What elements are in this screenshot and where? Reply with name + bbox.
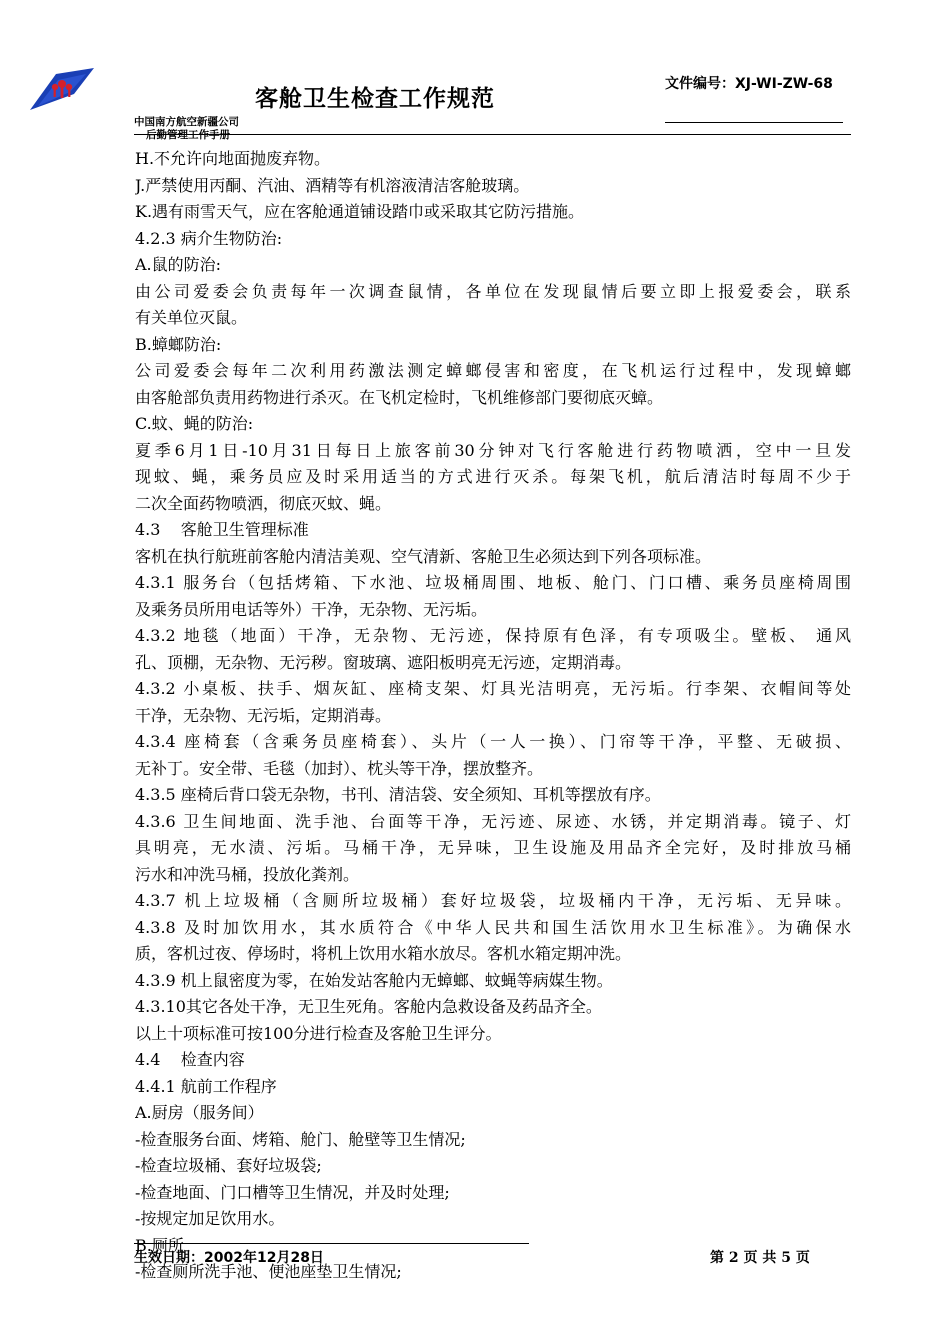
list-item: -检查厕所洗手池、便池座垫卫生情况; — [135, 1262, 402, 1281]
company-logo — [28, 66, 96, 112]
text-line: 干净，无杂物、无污垢，定期消毒。 — [135, 705, 392, 725]
text-line: J.严禁使用丙酮、汽油、酒精等有机溶液清洁客舱玻璃。 — [135, 175, 530, 195]
text-line: 公司爱委会每年二次利用药激法测定蟑螂侵害和密度，在飞机运行过程中，发现蟑螂 — [135, 361, 851, 380]
text-line: 无补丁。安全带、毛毯（加封）、枕头等干净，摆放整齐。 — [135, 758, 544, 778]
effective-date: 生效日期：2002年12月28日 — [134, 1250, 324, 1266]
text-line: 以上十项标准可按100分进行检查及客舱卫生评分。 — [135, 1023, 502, 1043]
document-body — [135, 146, 851, 1286]
text-line: 现蚊、蝇，乘务员应及时采用适当的方式进行灭杀。每架飞机，航后清洁时每周不少于 — [135, 467, 851, 486]
text-line: 4.3.4 座椅套（含乘务员座椅套）、头片（一人一换）、门帘等干净，平整、无破损、 — [135, 732, 851, 751]
list-item: -按规定加足饮用水。 — [135, 1209, 285, 1228]
text-line: 4.3.8 及时加饮用水，其水质符合《中华人民共和国生活饮用水卫生标准》。为确保水 — [135, 917, 851, 937]
section-heading: 4.3 客舱卫生管理标准 — [135, 520, 309, 539]
list-item: -检查服务台面、烤箱、舱门、舱壁等卫生情况; — [135, 1129, 466, 1149]
subsection-heading: A.鼠的防治: — [135, 255, 222, 274]
subsection-heading: B.厕所 — [135, 1235, 184, 1255]
section-heading: 4.4.1 航前工作程序 — [135, 1076, 277, 1096]
list-item: -检查垃圾桶、套好垃圾袋; — [135, 1156, 322, 1175]
text-line: 客机在执行航班前客舱内清洁美观、空气清新、客舱卫生必须达到下列各项标准。 — [135, 546, 712, 566]
subsection-heading: B.蟑螂防治: — [135, 334, 222, 354]
list-item: -检查地面、门口槽等卫生情况，并及时处理; — [135, 1182, 450, 1202]
text-line: 夏季6月1日-10月31日每日上旅客前30分钟对飞行客舱进行药物喷洒，空中一旦发 — [135, 440, 851, 460]
text-line: 有关单位灭鼠。 — [135, 308, 248, 327]
text-line: 二次全面药物喷洒，彻底灭蚊、蝇。 — [135, 493, 392, 513]
text-line: 4.3.5 座椅后背口袋无杂物，书刊、清洁袋、安全须知、耳机等摆放有序。 — [135, 785, 661, 804]
section-heading: 4.4 检查内容 — [135, 1050, 245, 1069]
company-name: 中国南方航空新疆公司 — [134, 116, 239, 128]
subsection-heading: A.厨房（服务间） — [135, 1103, 264, 1122]
text-line: 质，客机过夜、停场时，将机上饮用水箱水放尽。客机水箱定期冲洗。 — [135, 944, 632, 963]
text-line: H.不允许向地面抛废弃物。 — [135, 149, 331, 168]
text-line: 4.3.7 机上垃圾桶（含厕所垃圾桶）套好垃圾袋，垃圾桶内干净，无污垢、无异味。 — [135, 891, 851, 910]
text-line: 4.3.9 机上鼠密度为零，在始发站客舱内无蟑螂、蚊蝇等病媒生物。 — [135, 970, 613, 990]
text-line: 4.3.6 卫生间地面、洗手池、台面等干净，无污迹、尿迹、水锈，并定期消毒。镜子、灯 — [135, 811, 851, 831]
text-line: 4.3.2 地毯（地面）干净，无杂物、无污迹，保持原有色泽，有专项吸尘。壁板、 通风 — [135, 626, 851, 645]
text-line: 4.3.10其它各处干净，无卫生死角。客舱内急救设备及药品齐全。 — [135, 997, 602, 1016]
text-line: K.遇有雨雪天气，应在客舱通道铺设踏巾或采取其它防污措施。 — [135, 202, 585, 221]
document-title: 客舱卫生检查工作规范 — [255, 86, 495, 112]
text-line: 由公司爱委会负责每年一次调查鼠情，各单位在发现鼠情后要立即上报爱委会，联系 — [135, 281, 851, 301]
text-line: 4.3.2 小桌板、扶手、烟灰缸、座椅支架、灯具光洁明亮，无污垢。行李架、衣帽间等处 — [135, 679, 851, 698]
document-number: 文件编号：XJ-WI-ZW-68 — [665, 76, 833, 92]
text-line: 污水和冲洗马桶，投放化粪剂。 — [135, 864, 360, 884]
manual-name: 后勤管理工作手册 — [146, 129, 230, 141]
text-line: 孔、顶棚，无杂物、无污秽。窗玻璃、遮阳板明亮无污迹，定期消毒。 — [135, 652, 632, 672]
text-line: 由客舱部负责用药物进行杀灭。在飞机定检时，飞机维修部门要彻底灭蟑。 — [135, 387, 664, 407]
text-line: 具明亮，无水渍、污垢。马桶干净，无异味，卫生设施及用品齐全完好，及时排放马桶 — [135, 838, 851, 857]
doc-number-underline — [665, 122, 843, 123]
header-divider — [134, 134, 851, 135]
page-number: 第 2 页 共 5 页 — [710, 1250, 810, 1266]
footer-divider — [134, 1243, 529, 1244]
section-heading: 4.2.3 病介生物防治: — [135, 228, 283, 248]
subsection-heading: C.蚊、蝇的防治: — [135, 414, 254, 433]
text-line: 4.3.1 服务台（包括烤箱、下水池、垃圾桶周围、地板、舱门、门口槽、乘务员座椅周围 — [135, 573, 851, 592]
text-line: 及乘务员所用电话等外）干净，无杂物、无污垢。 — [135, 599, 488, 619]
